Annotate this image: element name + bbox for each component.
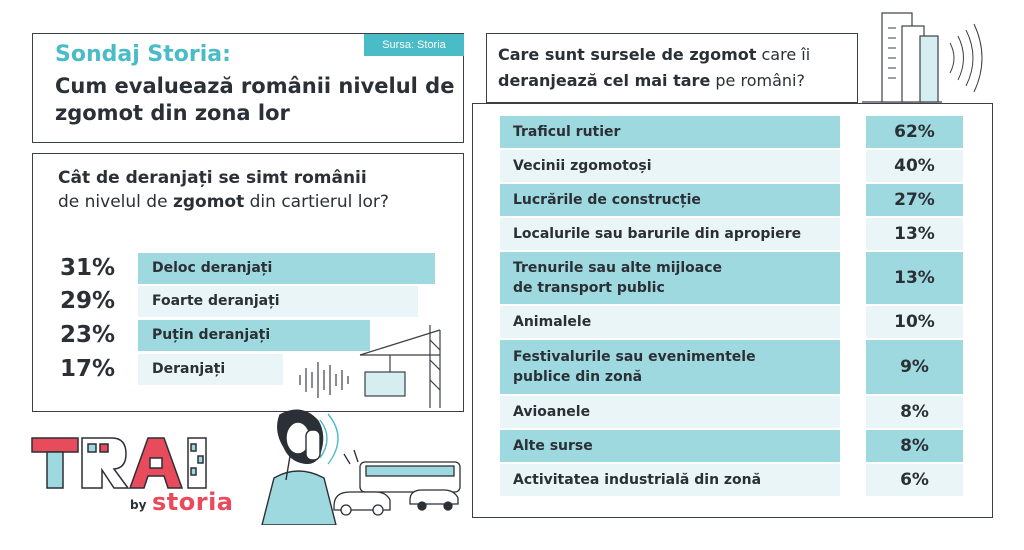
right-question-bold2: deranjează cel mai tare: [498, 71, 711, 90]
left-question-keyword: zgomot: [172, 192, 245, 212]
logo-brand: storia: [152, 488, 234, 516]
right-question-end: pe români?: [710, 71, 805, 90]
right-row-pct: 9%: [900, 357, 929, 377]
right-row-label: Trenurile sau alte mijloace de transport public: [513, 260, 722, 296]
right-row-pct: 40%: [894, 156, 935, 176]
right-question: [498, 42, 858, 94]
right-row-label: Traficul rutier: [513, 124, 621, 140]
right-row-pct: 62%: [894, 122, 935, 142]
left-row-pct: 23%: [60, 322, 116, 348]
right-row: [500, 306, 963, 338]
right-row: [500, 116, 963, 148]
left-row-label: Deloc deranjați: [152, 260, 273, 276]
left-row-pct: 31%: [60, 255, 116, 281]
left-row-label: Puțin deranjați: [152, 327, 271, 343]
right-row-label: Localurile sau barurile din apropiere: [513, 226, 802, 242]
right-row: [500, 150, 963, 182]
left-row-pct: 29%: [60, 288, 116, 314]
crane-illustration: [290, 320, 465, 410]
right-row-pct: 10%: [894, 312, 935, 332]
right-row: [500, 184, 963, 216]
left-question-text: de nivelul de: [58, 192, 173, 212]
left-question-end: din cartierul lor?: [244, 192, 389, 212]
left-row-label: Foarte deranjați: [152, 293, 280, 309]
right-question-text: care îi: [756, 45, 811, 64]
right-row: [500, 340, 963, 394]
right-row-pct: 13%: [894, 224, 935, 244]
page-title: Cum evaluează românii nivelul de zgomot din zona lor: [55, 74, 455, 125]
buildings-illustration: [862, 8, 992, 103]
left-row: [60, 286, 440, 317]
right-row: [500, 396, 963, 428]
right-row-label: Vecinii zgomotoși: [513, 158, 652, 174]
left-question-bold: Cât de deranjați se simt românii: [58, 168, 367, 188]
source-tag: Sursa: Storia: [364, 34, 464, 56]
right-row-pct: 8%: [900, 436, 929, 456]
right-row-pct: 27%: [894, 190, 935, 210]
vehicles-illustration: [330, 448, 465, 523]
right-row: [500, 252, 963, 304]
right-row: [500, 430, 963, 462]
left-row-pct: 17%: [60, 356, 116, 382]
left-question: [58, 166, 458, 214]
right-row-pct: 6%: [900, 470, 929, 490]
right-row-label: Avioanele: [513, 404, 591, 420]
left-row-label: Deranjați: [152, 361, 226, 377]
right-row: [500, 218, 963, 250]
right-question-bold: Care sunt sursele de zgomot: [498, 45, 757, 64]
left-row: [60, 253, 440, 284]
right-row-pct: 8%: [900, 402, 929, 422]
right-row-label: Lucrările de construcție: [513, 192, 701, 208]
logo-by: by: [130, 498, 147, 512]
title-highlight: Sondaj Storia:: [55, 42, 231, 67]
right-row-pct: 13%: [894, 268, 935, 288]
right-row-label: Animalele: [513, 314, 592, 330]
right-row-label: Alte surse: [513, 438, 593, 454]
right-row: [500, 464, 963, 496]
right-row-label: Activitatea industrială din zonă: [513, 472, 762, 488]
right-row-label: Festivalurile sau evenimentele publice din zonă: [513, 349, 756, 385]
